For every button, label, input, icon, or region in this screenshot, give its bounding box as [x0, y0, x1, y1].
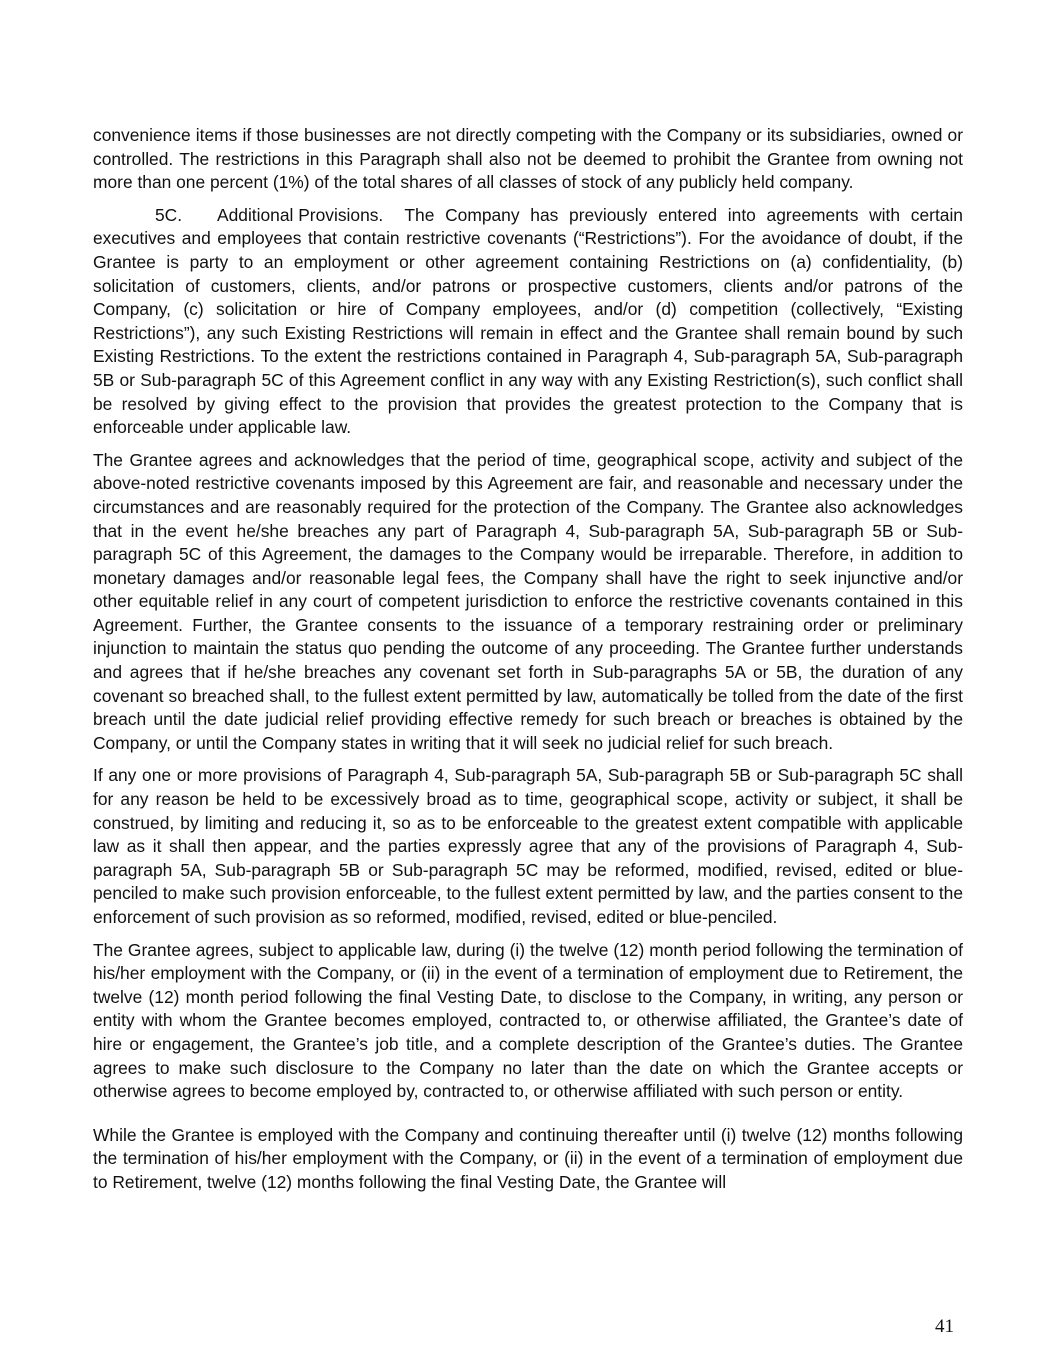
section-title: Additional Provisions. — [217, 204, 384, 225]
page-number: 41 — [935, 1316, 954, 1337]
section-5c-body: The Company has previously entered into agreements with certain executives and employees that contain restrictive covenants (“Restrictions”). For the avoidance of doubt, if the Grantee is party to an employment or other agreement containing Restrictions on (a) confidentiality, (b) solicitation of customers, clients, and/or patrons or prospective customers, clients and/or patrons of the Company, (c) solicitation or hire of Company employees, and/or (d) competition (collectively, “Existing Restrictions”), any such Existing Restrictions will remain in effect and the Grantee shall remain bound by such Existing Restrictions. To the extent the restrictions contained in Paragraph 4, Sub-paragraph 5A, Sub-paragraph 5B or Sub-paragraph 5C of this Agreement conflict in any way with any Existing Restriction(s), such conflict shall be resolved by giving effect to the provision that provides the greatest protection to the Company that is enforceable under applicable law. — [93, 204, 963, 438]
paragraph-severability: If any one or more provisions of Paragraph 4, Sub-paragraph 5A, Sub-paragraph 5B or Sub-paragraph 5C shall for any reason be held to be excessively broad as to time, geographical scope, activity or subject, it shall be construed, by limiting and reducing it, so as to be enforceable to the greatest extent compatible with applicable law as it shall then appear, and the parties expressly agree that any of the provisions of Paragraph 4, Sub-paragraph 5A, Sub-paragraph 5B or Sub-paragraph 5C may be reformed, modified, revised, edited or blue-penciled to make such provision enforceable, to the fullest extent permitted by law, and the parties consent to the enforcement of such provision as so reformed, modified, revised, edited or blue-penciled. — [93, 765, 963, 927]
section-number: 5C. — [155, 204, 183, 225]
paragraph-reasonableness: The Grantee agrees and acknowledges that the period of time, geographical scope, activity and subject of the above-noted restrictive covenants imposed by this Agreement are fair, and reasonable and necessary under the circumstances and are reasonably required for the protection of the Company. The Grantee also acknowledges that in the event he/she breaches any part of Paragraph 4, Sub-paragraph 5A, Sub-paragraph 5B or Sub-paragraph 5C of this Agreement, the damages to the Company would be irreparable. Therefore, in addition to monetary damages and/or reasonable legal fees, the Company shall have the right to seek injunctive and/or other equitable relief in any court of competent jurisdiction to enforce the restrictive covenants contained in this Agreement. Further, the Grantee consents to the issuance of a temporary restraining order or preliminary injunction to maintain the status quo pending the outcome of any proceeding. The Grantee further understands and agrees that if he/she breaches any covenant set forth in Sub-paragraphs 5A or 5B, the duration of any covenant so breached shall, to the fullest extent permitted by law, automatically be tolled from the date of the first breach until the date judicial relief providing effective remedy for such breach or breaches is obtained by the Company, or until the Company states in writing that it will seek no judicial relief for such breach. — [93, 449, 963, 753]
document-page — [93, 124, 963, 1204]
paragraph-while-employed: While the Grantee is employed with the Company and continuing thereafter until (i) twelve (12) months following the termination of his/her employment with the Company, or (ii) in the event of a termination of employment due to Retirement, twelve (12) months following the final Vesting Date, the Grantee will — [93, 1124, 963, 1192]
paragraph-disclosure: The Grantee agrees, subject to applicable law, during (i) the twelve (12) month period following the termination of his/her employment with the Company, or (ii) in the event of a termination of employment due to Retirement, the twelve (12) month period following the final Vesting Date, to disclose to the Company, in writing, any person or entity with whom the Grantee becomes employed, contracted to, or otherwise affiliated, the Grantee’s date of hire or engagement, the Grantee’s job title, and a complete description of the Grantee’s duties. The Grantee agrees to make such disclosure to the Company no later than the date on which the Grantee accepts or otherwise agrees to become employed by, contracted to, or otherwise affiliated with such person or entity. — [93, 939, 963, 1102]
paragraph-5c-additional-provisions — [93, 204, 963, 440]
paragraph-convenience-items: convenience items if those businesses are not directly competing with the Company or its subsidiaries, owned or controlled. The restrictions in this Paragraph shall also not be deemed to prohibit the Grantee from owning not more than one percent (1%) of the total shares of all classes of stock of any publicly held company. — [93, 125, 963, 193]
section-5c-heading — [155, 204, 383, 228]
